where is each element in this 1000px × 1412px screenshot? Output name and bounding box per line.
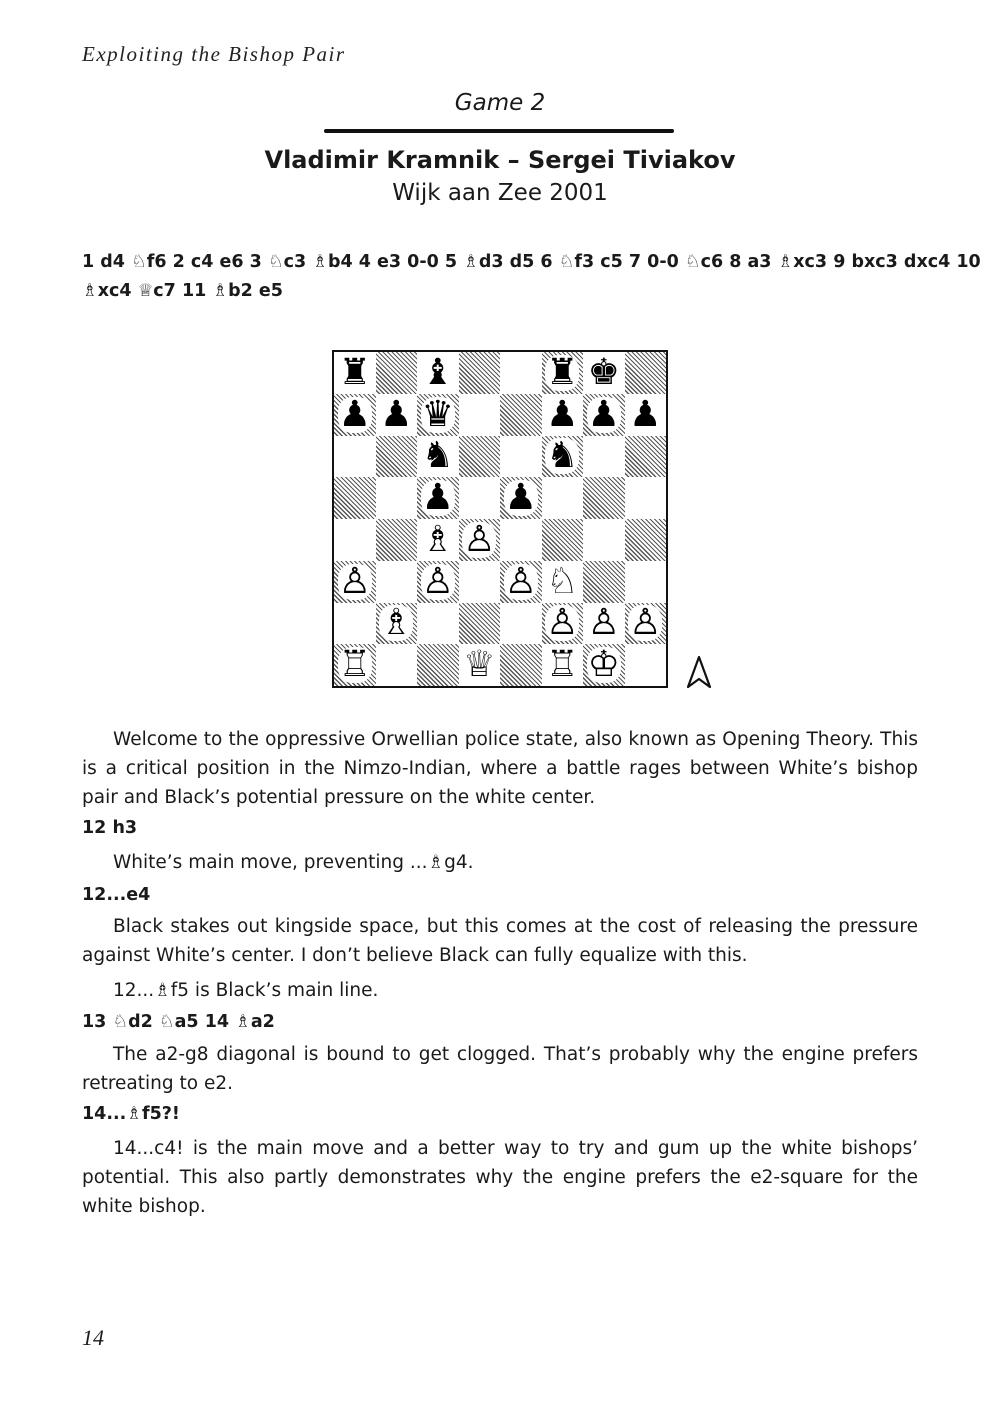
players-heading: Vladimir Kramnik – Sergei Tiviakov — [264, 146, 736, 174]
square-d6 — [459, 436, 501, 478]
square-g4 — [583, 519, 625, 561]
black-pawn-icon: ♟ — [338, 393, 371, 435]
black-pawn-icon: ♟ — [380, 393, 413, 435]
black-knight-icon: ♞ — [546, 435, 579, 477]
move-heading-14: 14...♗f5?! — [82, 1104, 180, 1124]
square-d7 — [459, 394, 501, 436]
square-h2 — [625, 603, 667, 645]
square-c6 — [417, 436, 459, 478]
square-f2 — [542, 603, 584, 645]
square-h5 — [625, 477, 667, 519]
square-d3 — [459, 561, 501, 603]
square-c5 — [417, 477, 459, 519]
square-f5 — [542, 477, 584, 519]
square-a2 — [334, 603, 376, 645]
black-pawn-icon: ♟ — [629, 393, 662, 435]
white-pawn-icon: ♙ — [463, 518, 496, 560]
chess-diagram — [332, 350, 668, 688]
square-b6 — [376, 436, 418, 478]
square-g5 — [583, 477, 625, 519]
square-f7 — [542, 394, 584, 436]
square-g2 — [583, 603, 625, 645]
paragraph-13-comment: The a2-g8 diagonal is bound to get clogged. That’s probably why the engine prefers retreating to e2. — [82, 1044, 918, 1094]
running-head: Exploiting the Bishop Pair — [82, 42, 346, 66]
move-heading-12-black: 12...e4 — [82, 885, 151, 905]
paragraph-main-line: 12...♗f5 is Black’s main line. — [113, 980, 379, 1001]
white-pawn-icon: ♙ — [587, 602, 620, 644]
square-e1 — [500, 644, 542, 686]
white-bishop-icon: ♗ — [421, 518, 454, 560]
square-h7 — [625, 394, 667, 436]
square-g3 — [583, 561, 625, 603]
square-e2 — [500, 603, 542, 645]
white-rook-icon: ♖ — [546, 644, 579, 686]
square-b4 — [376, 519, 418, 561]
square-e8 — [500, 352, 542, 394]
black-king-icon: ♚ — [587, 351, 620, 393]
square-h3 — [625, 561, 667, 603]
square-a4 — [334, 519, 376, 561]
black-pawn-icon: ♟ — [421, 477, 454, 519]
white-king-icon: ♔ — [587, 644, 620, 686]
square-e7 — [500, 394, 542, 436]
square-c4 — [417, 519, 459, 561]
white-pawn-icon: ♙ — [629, 602, 662, 644]
square-a7 — [334, 394, 376, 436]
square-b1 — [376, 644, 418, 686]
square-h1 — [625, 644, 667, 686]
square-h8 — [625, 352, 667, 394]
square-c2 — [417, 603, 459, 645]
square-a8 — [334, 352, 376, 394]
white-queen-icon: ♕ — [463, 644, 496, 686]
opening-moves-line-2: ♗xc4 ♕c7 11 ♗b2 e5 — [82, 281, 283, 301]
square-d1 — [459, 644, 501, 686]
square-e3 — [500, 561, 542, 603]
paragraph-14-comment: 14...c4! is the main move and a better way to try and gum up the white bishops’ potential. This also partly demonstrates why the engine prefers the e2-square for the white bishop. — [82, 1138, 918, 1217]
move-heading-12: 12 h3 — [82, 818, 138, 838]
title-rule — [324, 129, 674, 133]
paragraph-intro: Welcome to the oppressive Orwellian police state, also known as Opening Theory. This is a critical position in the Nimzo-Indian, where a battle rages between White’s bishop pair and Black’s potential pressure on the white center. — [82, 729, 918, 808]
square-e6 — [500, 436, 542, 478]
square-d2 — [459, 603, 501, 645]
square-f8 — [542, 352, 584, 394]
square-b3 — [376, 561, 418, 603]
square-g6 — [583, 436, 625, 478]
square-b2 — [376, 603, 418, 645]
white-to-move-arrow-icon — [686, 655, 712, 689]
square-f6 — [542, 436, 584, 478]
square-g7 — [583, 394, 625, 436]
white-pawn-icon: ♙ — [421, 560, 454, 602]
square-e5 — [500, 477, 542, 519]
white-pawn-icon: ♙ — [546, 602, 579, 644]
square-c3 — [417, 561, 459, 603]
paragraph-12-comment: White’s main move, preventing ...♗g4. — [113, 852, 474, 873]
black-pawn-icon: ♟ — [587, 393, 620, 435]
black-bishop-icon: ♝ — [421, 351, 454, 393]
square-h6 — [625, 436, 667, 478]
black-knight-icon: ♞ — [421, 435, 454, 477]
square-c1 — [417, 644, 459, 686]
opening-moves-line-1: 1 d4 ♘f6 2 c4 e6 3 ♘c3 ♗b4 4 e3 0-0 5 ♗d3 d5 6 ♘f3 c5 7 0-0 ♘c6 8 a3 ♗xc3 9 bxc3 dxc4 10 — [82, 252, 981, 272]
game-label: Game 2 — [454, 90, 546, 116]
square-b5 — [376, 477, 418, 519]
square-f4 — [542, 519, 584, 561]
square-a1 — [334, 644, 376, 686]
white-rook-icon: ♖ — [338, 644, 371, 686]
black-queen-icon: ♛ — [421, 393, 454, 435]
square-d4 — [459, 519, 501, 561]
event-line: Wijk aan Zee 2001 — [392, 180, 608, 206]
white-pawn-icon: ♙ — [338, 560, 371, 602]
white-pawn-icon: ♙ — [504, 560, 537, 602]
square-d5 — [459, 477, 501, 519]
square-a3 — [334, 561, 376, 603]
square-f1 — [542, 644, 584, 686]
square-g8 — [583, 352, 625, 394]
page-number: 14 — [82, 1325, 104, 1350]
square-c7 — [417, 394, 459, 436]
move-heading-13: 13 ♘d2 ♘a5 14 ♗a2 — [82, 1012, 275, 1032]
square-b8 — [376, 352, 418, 394]
black-pawn-icon: ♟ — [504, 477, 537, 519]
square-g1 — [583, 644, 625, 686]
square-h4 — [625, 519, 667, 561]
black-rook-icon: ♜ — [546, 351, 579, 393]
square-a6 — [334, 436, 376, 478]
square-d8 — [459, 352, 501, 394]
square-a5 — [334, 477, 376, 519]
square-c8 — [417, 352, 459, 394]
white-bishop-icon: ♗ — [380, 602, 413, 644]
black-pawn-icon: ♟ — [546, 393, 579, 435]
paragraph-12-black-comment: Black stakes out kingside space, but this comes at the cost of releasing the pressure against White’s center. I don’t believe Black can fully equalize with this. — [82, 916, 918, 966]
black-rook-icon: ♜ — [338, 351, 371, 393]
square-b7 — [376, 394, 418, 436]
white-knight-icon: ♘ — [546, 560, 579, 602]
square-f3 — [542, 561, 584, 603]
square-e4 — [500, 519, 542, 561]
